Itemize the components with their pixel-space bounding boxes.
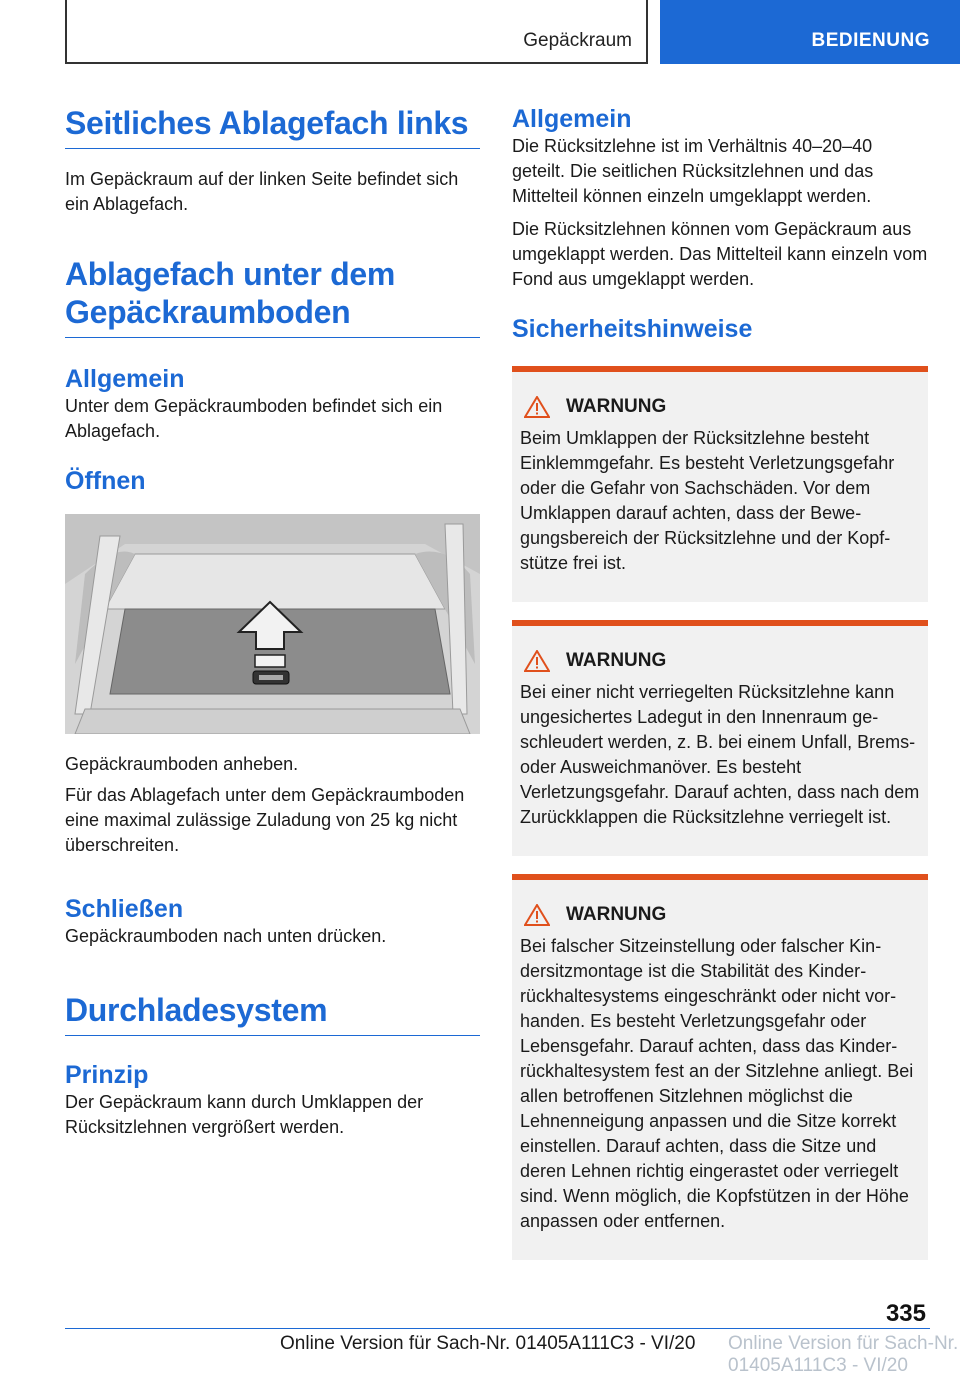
warning-text-3: Bei falscher Sitzeinstellung oder falscher Kindersitzmontage ist die Stabilität des Kinderrückhaltesystems eingeschränkt oder nicht vorhanden. Es besteht Verletzungsgefahr oder Lebensgefahr. Darauf achten, dass das Kinderrückhaltesystem fest an der Sitzlehne anliegt. Bei allen betroffenen Sitzlehnen möglichst die Lehnenneigung anpassen und die Sitze korrekt einstellen. Darauf achten, dass die Sitze und deren Lehnen richtig eingerastet oder verriegelt sind. Wenn möglich, die Kopfstützen in der Höhe anpassen oder entfernen. — [520, 936, 914, 1231]
heading-close: Schließen — [65, 895, 184, 923]
warning-title-3 — [520, 904, 920, 926]
warning-box-2 — [512, 620, 928, 856]
heading-open: Öffnen — [65, 467, 146, 495]
text-split-ratio: Die Rücksitzlehne ist im Verhältnis 40–20–40 geteilt. Die seitlichen Rücksitzlehnen und das Mittelteil können einzeln umgeklappt werden. — [512, 136, 874, 206]
text-general: Unter dem Gepäckraumboden befindet sich ein Ablagefach. — [65, 396, 443, 441]
warning-triangle-icon — [524, 396, 550, 418]
text-lift-floor: Gepäckraumboden anheben. — [65, 754, 299, 774]
warning-triangle-icon — [524, 650, 550, 672]
heading-side-storage: Seitliches Ablagefach links — [65, 104, 480, 149]
heading-principle: Prinzip — [65, 1061, 149, 1089]
header-section-box — [65, 0, 648, 64]
heading-general: Allgemein — [65, 365, 185, 393]
right-column — [512, 104, 928, 1260]
heading-through-loading: Durchladesystem — [65, 991, 480, 1036]
text-max-load: Für das Ablagefach unter dem Gepäckraumboden eine maximal zulässige Zuladung von 25 kg nicht überschreiten. — [65, 785, 465, 855]
header-chapter-title: BEDIENUNG — [811, 30, 930, 51]
footer-divider — [65, 1328, 930, 1329]
page-number: 335 — [885, 1300, 926, 1327]
text-close: Gepäckraumboden nach unten drücken. — [65, 926, 387, 946]
footer-version-text: Online Version für Sach-Nr. 01405A111C3 - VI/20 — [280, 1333, 696, 1354]
text-fold-from-trunk: Die Rücksitzlehnen können vom Gepäckraum aus umgeklappt werden. Das Mittelteil kann einzeln vom Fond aus umgeklappt werden. — [512, 219, 928, 289]
heading-general-right: Allgemein — [512, 105, 632, 133]
warning-text-2: Bei einer nicht verriegelten Rücksitzlehne kann ungesichertes Ladegut in den Innenraum geschleudert werden, z. B. bei einem Unfall, Brems- oder Ausweichmanöver. Es besteht Verletzungsgefahr. Darauf achten, dass nach dem Zurückklappen die Rücksitzlehne verriegelt ist. — [520, 682, 920, 827]
left-column — [65, 104, 480, 1140]
text-principle: Der Gepäckraum kann durch Umklappen der Rücksitzlehnen vergrößert werden. — [65, 1092, 424, 1137]
heading-floor-storage — [65, 255, 480, 338]
footer-watermark: Online Version für Sach-Nr. 01405A111C3 - VI/20 — [728, 1333, 959, 1376]
warning-title-1 — [520, 396, 920, 418]
header-chapter-tab — [660, 0, 960, 64]
heading-floor-storage-line1: Ablagefach unter dem — [65, 256, 396, 292]
warning-title-2 — [520, 650, 920, 672]
warning-text-1: Beim Umklappen der Rücksitzlehne besteht Einklemmgefahr. Es besteht Verletzungsgefahr oder die Gefahr von Sachschäden. Vor dem Umklappen darauf achten, dass der Bewegungsbereich der Rücksitzlehne und der Kopfstütze frei ist. — [520, 428, 895, 573]
warning-box-1 — [512, 366, 928, 602]
warning-box-3 — [512, 874, 928, 1260]
warning-triangle-icon — [524, 904, 550, 926]
heading-floor-storage-line2: Gepäckraumboden — [65, 294, 351, 330]
text-side-storage: Im Gepäckraum auf der linken Seite befindet sich ein Ablagefach. — [65, 169, 459, 214]
header-section-title: Gepäckraum — [523, 30, 632, 51]
trunk-illustration-icon — [65, 514, 480, 734]
warning-label-1: WARNUNG — [566, 396, 667, 417]
trunk-floor-illustration — [65, 514, 480, 734]
warning-label-2: WARNUNG — [566, 650, 667, 671]
heading-safety: Sicherheitshinweise — [512, 315, 753, 343]
warning-label-3: WARNUNG — [566, 904, 667, 925]
